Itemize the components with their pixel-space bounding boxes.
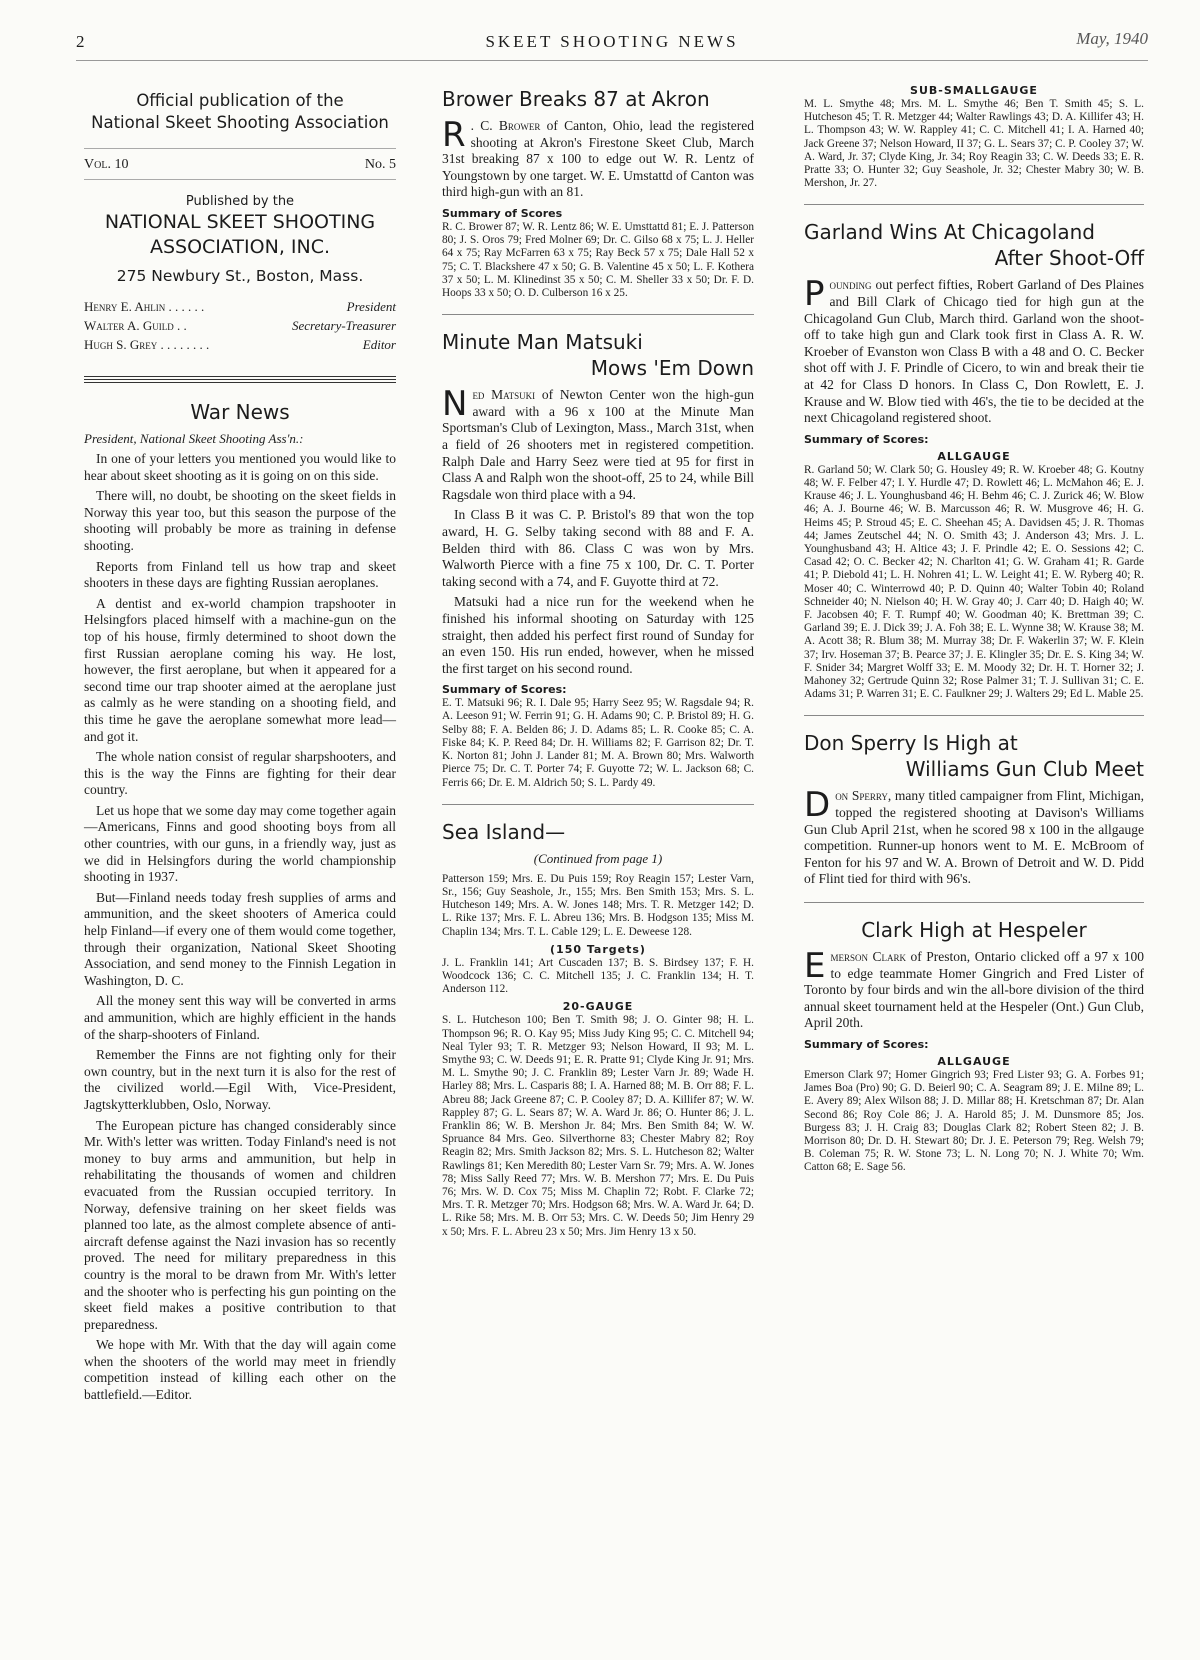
category-heading: ALLGAUGE [937, 1054, 1011, 1068]
article-title-brower: Brower Breaks 87 at Akron [442, 87, 710, 111]
summary-heading: Summary of Scores [442, 206, 563, 220]
article-title-sperry-2: Williams Gun Club Meet [905, 757, 1144, 782]
category-heading: SUB-SMALLGAUGE [910, 84, 1038, 97]
salutation: President, National Skeet Shooting Ass'n.: [84, 431, 304, 446]
divider [804, 204, 1144, 205]
article-title-garland-1: Garland Wins At Chicagoland [804, 220, 1095, 245]
lead-body: of Canton, Ohio, lead the registered shooting at Akron's Firestone Skeet Club, March 31st breaking 87 x 100 to edge out W. R. Lentz of Youngstown by one target. W. E. Umstattd of Canton was third high-gun with an 81. [442, 118, 754, 200]
drop-cap: E [804, 945, 826, 986]
column-1 [84, 80, 396, 1408]
association-address: 275 Newbury St., Boston, Mass. [116, 267, 364, 285]
volume: Vol. 10 [84, 157, 129, 172]
divider [442, 314, 754, 315]
issue-date: May, 1940 [1076, 29, 1148, 48]
drop-cap: R [442, 115, 466, 155]
column-2 [442, 80, 754, 1243]
continued-note: (Continued from page 1) [533, 850, 663, 866]
paragraph: But—Finland needs today fresh supplies of arms and ammunition, and the skeet shooters of America could help Finland—if every one of them would come together, through their organization, National Skeet Shooting Association, and send money to the Finnish Legation in Washington, D. C. [84, 889, 396, 988]
lead-name: on Sperry [835, 788, 888, 804]
lead-body: of Preston, Ontario clicked off a 97 x 100 to edge teammate Homer Gingrich and Fred Lister of Toronto by four birds and win the all-bore division of the third annual skeet tournament held at the Hespeler (Ont.) Gun Club, April 20th. [804, 948, 1144, 1031]
lead-name: . C. Brower [470, 118, 541, 133]
category-heading: 20-GAUGE [562, 1000, 634, 1014]
page-number: 2 [76, 32, 85, 51]
article-title-clark: Clark High at Hespeler [861, 917, 1087, 942]
article-title-garland-2: After Shoot-Off [994, 246, 1144, 271]
summary-heading: Summary of Scores: [804, 432, 929, 446]
summary-heading: Summary of Scores: [804, 1037, 929, 1051]
divider [804, 902, 1144, 903]
paragraph: We hope with Mr. With that the day will again come when the shooters of the world may meet in friendly competition instead of killing each other on the battlefield.—Editor. [84, 1337, 396, 1403]
article-title-war-news: War News [190, 400, 290, 424]
score-summary: Emerson Clark 97; Homer Gingrich 93; Fred Lister 93; G. A. Forbes 91; James Boa (Pro) 90; G. D. Beierl 90; C. A. Seagram 89; J. E. Milne 89; L. E. Avery 89; Alex Wilson 88; J. D. Millar 88; H. Kretschman 87; Dr. Alan Second 86; Roy Cole 86; J. A. Harold 85; J. M. Dunsmore 85; Jos. Burgess 83; J. H. Craig 83; Douglas Clark 82; Robert Steen 82; J. B. Morrison 80; Dr. D. H. Stewart 80; Dr. J. E. Peterson 79; Reg. Welsh 79; B. Coleman 75; R. W. Stone 73; L. N. Long 70; N. J. White 70; Wm. Catton 68; E. Sage 56. [804, 1068, 1144, 1174]
article-lead [804, 785, 1144, 888]
paragraph: The whole nation consist of regular sharpshooters, and this is the way the Finns are fighting for their dear country. [84, 749, 396, 798]
divider [442, 804, 754, 805]
officer-role: Secretary-Treasurer [292, 318, 396, 333]
officer-name: Hugh S. Grey . . . . . . . . [84, 337, 210, 352]
officer-name: Walter A. Guild . . [84, 318, 187, 333]
page-header [76, 24, 1148, 61]
score-summary: R. C. Brower 87; W. R. Lentz 86; W. E. Umsttattd 81; E. J. Patterson 80; J. S. Oros 79; Fred Molner 69; Dr. C. Gilso 68 x 75; L. J. Heller 64 x 75; Ray McFarren 63 x 75; Ray Beck 57 x 75; Dale Hall 52 x 75; C. T. Blackshere 47 x 50; G. B. Valentine 45 x 50; L. F. Kothera 37 x 50; L. M. Klinedinst 35 x 50; C. M. Sheller 33 x 50; Dr. F. D. Hoops 33 x 50; O. D. Culberson 16 x 25. [442, 220, 754, 299]
paragraph: The European picture has changed considerably since Mr. With's letter was written. Today Finland's need is not money to buy arms and ammunition, but help in rehabilitating the thousands of women and children evacuated from the Russian occupied territory. In Norway, defensive training on her skeet fields was planned too late, as the almost complete absence of anti-aircraft defense against the Nazi invasion has so recently proved. The need for military preparedness in this country is the moral to be drawn from Mr. With's letter and the shooter who is perfecting his gun pointing on the skeet field makes a positive contribution to that preparedness. [84, 1117, 396, 1332]
paragraph: A dentist and ex-world champion trapshooter in Helsingfors placed himself with a machine-gun on the top of his house, firmly determined to shoot down the first Russian aeroplane coming his way. He lost, however, the first aeroplane, but when it appeared for a second time our trap shooter aimed at the aeroplane just as calmly as he were standing on a shooting field, and this time he gave the aeroplane somewhat more lead—and got it. [84, 595, 396, 744]
masthead-line-2: National Skeet Shooting Association [91, 113, 389, 132]
issue-number: No. 5 [364, 157, 396, 172]
masthead [84, 90, 396, 134]
paragraph: Let us hope that we some day may come together again—Americans, Finns and good shooting boys from all other countries, with our guns, in a friendly way, just as we did in Helsingfors during the world championship shooting in 1937. [84, 802, 396, 885]
score-summary: M. L. Smythe 48; Mrs. M. L. Smythe 46; Ben T. Smith 45; S. L. Hutcheson 45; T. R. Metzger 44; Walter Rawlings 43; D. A. Killifer 43; H. L. Thompson 43; W. W. Rappley 41; C. C. Mitchell 41; I. A. Harned 40; Jack Greene 37; Nelson Howard, II 37; G. L. Sears 37; C. P. Cooley 37; W. A. Ward, Jr. 37; Clyde King, Jr. 34; Roy Reagin 33; C. W. Deeds 33; E. R. Pratte 33; O. Hunter 32; Guy Seashole, Jr. 32; Chester Mabry 30; W. B. Mershon, Jr. 27. [804, 98, 1144, 190]
officer-row [84, 316, 396, 335]
association-name-1: NATIONAL SKEET SHOOTING [104, 211, 376, 233]
article-title-sperry-1: Don Sperry Is High at [804, 731, 1018, 756]
article-lead [804, 945, 1144, 1032]
lead-body: out perfect fifties, Robert Garland of Des Plaines and Bill Clark of Chicago tied for high gun at the Chicagoland Gun Club, March third. Garland won the shoot-off to take high gun and Clark took first in Class A. R. W. Kroeber of Evanston won Class B with a 48 and O. C. Becker shot off with J. F. Prindle of Cicero, to win and break their tie at 42 for Class D honors. In Class C, Don Rowlett, E. J. Krause and W. Blow tied with 46's, the tie to be decided at the next Chicagoland registered shoot. [804, 277, 1144, 426]
association-name-2: ASSOCIATION, INC. [149, 236, 331, 258]
score-summary: Patterson 159; Mrs. E. Du Puis 159; Roy Reagin 157; Lester Varn, Sr., 156; Guy Seashole, Jr., 155; Mrs. Ben Smith 153; Mrs. S. L. Hutcheson 149; Mrs. A. W. Jones 148; Mrs. T. R. Metzger 142; D. L. Rike 137; Mrs. F. L. Abreu 136; Mrs. B. Hodgson 135; Miss M. Chaplin 134; Mrs. T. L. Cable 129; L. E. Deweese 128. [442, 872, 754, 938]
publication-title: SKEET SHOOTING NEWS [485, 32, 739, 51]
paragraph: Reports from Finland tell us how trap and skeet shooters in these days are fighting Russian aeroplanes. [84, 558, 396, 591]
officer-role: President [346, 299, 396, 314]
article-lead [804, 274, 1144, 426]
summary-heading: Summary of Scores: [442, 683, 567, 697]
article-lead [442, 384, 754, 503]
divider [804, 715, 1144, 716]
paragraph: There will, no doubt, be shooting on the skeet fields in Norway this year too, but this season the purpose of the shooting will probably be more as training in defense shooting. [84, 488, 396, 553]
score-summary: E. T. Matsuki 96; R. I. Dale 95; Harry Seez 95; W. Ragsdale 94; R. A. Leeson 91; W. Ferrin 91; G. H. Adams 90; C. P. Bristol 89; H. G. Selby 88; F. A. Belden 86; J. D. Adams 85; L. R. Cooke 85; C. A. Fiske 84; K. P. Reed 84; Dr. H. Williams 82; F. Garrison 82; Dr. T. K. Norton 81; John J. Lander 81; M. A. Brown 80; Mrs. Walworth Pierce 75; Dr. C. T. Porter 74; F. Guyotte 72; W. L. Jackson 68; C. Ferris 66; Dr. E. M. Aldrich 50; S. L. Pardy 49. [442, 697, 754, 789]
article-lead [442, 115, 754, 201]
column-3 [804, 80, 1144, 1179]
category-heading: (150 Targets) [550, 942, 646, 956]
divider [84, 376, 396, 383]
lead-body: , many titled campaigner from Flint, Michigan, topped the registered shooting at Davison's Williams Gun Club April 21st, when he scored 98 x 100 in the allgauge competition. Runner-up honors went to M. E. McBroom of Fenton for his 97 and W. A. Brown of Detroit and W. D. Pidd of Flint tied for third with 96's. [804, 788, 1144, 887]
drop-cap: P [804, 274, 825, 315]
drop-cap: N [442, 384, 468, 425]
score-summary: J. L. Franklin 141; Art Cuscaden 137; B. S. Birdsey 137; F. H. Woodcock 136; C. C. Mitchell 135; J. C. Franklin 134; H. T. Anderson 112. [442, 956, 754, 996]
paragraph: Matsuki had a nice run for the weekend when he finished his informal shooting on Saturday with 125 straight, then added his perfect first round of Sunday for an even 150. His run ended, however, when he missed the first target on his second round. [442, 594, 754, 676]
officer-name: Henry E. Ahlin . . . . . . [84, 299, 205, 314]
paragraph: Remember the Finns are not fighting only for their own country, but in the next turn it is also for the rest of the civilized world.—Egil With, Vice-President, Jagtskytterklubben, Oslo, Norway. [84, 1047, 396, 1112]
article-title-matsuki-1: Minute Man Matsuki [442, 330, 643, 355]
lead-name: merson Clark [830, 948, 907, 964]
lead-body: of Newton Center won the high-gun award with a 96 x 100 at the Minute Man Sportsman's Club of Lexington, Mass., March 31st, when a field of 26 shooters met in registered competition. Ralph Dale and Harry Seez were tied at 95 for first in Class A and Ralph won the shoot-off, 25 to 24, while Bill Ragsdale won third place with a 94. [442, 387, 754, 502]
article-title-matsuki-2: Mows 'Em Down [590, 356, 754, 381]
paragraph: In Class B it was C. P. Bristol's 89 that won the top award, H. G. Selby taking second with 88 and F. A. Belden third with 86. Class C was won by Mrs. Walworth Pierce with a fine 75 x 100, Dr. C. T. Porter taking second with a 74, and F. Guyotte third at 72. [442, 507, 754, 589]
score-summary: R. Garland 50; W. Clark 50; G. Housley 49; R. W. Kroeber 48; G. Koutny 48; W. F. Felber 47; I. Y. Hurdle 47; D. Rowlett 46; L. McMahon 46; E. J. Krause 46; J. L. Younghusband 46; H. Behm 46; C. J. Zurick 46; W. Blow 46; A. J. Bourne 46; W. B. Marcusson 46; R. W. Musgrove 46; H. G. Heims 45; P. Stroud 45; E. C. Sheehan 45; A. Davidsen 45; J. R. Thomas 44; James Zeutschel 44; N. O. Smith 43; J. Anderson 43; Mrs. J. L. Younghusband 43; H. Altice 43; J. F. Prindle 42; E. O. Sessions 42; C. Casad 42; O. C. Becker 42; N. Charlton 41; G. W. Graham 41; R. Garde 41; P. Diebold 41; L. H. Nohren 41; L. W. Leight 41; E. W. Ryberg 40; R. Moser 40; C. Winterrowd 40; P. D. Quinn 40; Walter Tobin 40; Roland Schneider 40; N. Nielson 40; H. W. Gray 40; J. Carr 40; D. Haigh 40; W. F. Jacobsen 40; F. T. Rumpf 40; W. Goodman 40; K. Brettman 39; C. Garland 39; E. J. Dick 39; J. A. Foh 38; E. L. Wynne 38; W. Krause 38; M. A. Acott 38; R. Blum 38; M. Murray 38; Dr. F. Wakerlin 37; W. F. Klein 37; Irv. Hoseman 37; B. Pearce 37; J. E. Klingler 35; Dr. E. S. King 34; W. F. Snider 34; Margret Wolff 33; E. M. Moody 32; Dr. H. T. Horner 32; J. Mahoney 32; Gertrude Quinn 32; Rose Palmer 31; T. J. Sullivan 31; C. E. Adams 31; P. Warren 31; E. C. Faulkner 29; J. Walters 29; Ed L. Mable 25. [804, 463, 1144, 701]
paragraph: All the money sent this way will be converted in arms and ammunition, which are highly efficient in the hands of the sharp-shooters of Finland. [84, 993, 396, 1042]
paragraph: In one of your letters you mentioned you would like to hear about skeet shooting as it is going on on this side. [84, 451, 396, 483]
officer-role: Editor [362, 337, 396, 352]
published-by: Published by the [185, 194, 295, 209]
score-summary: S. L. Hutcheson 100; Ben T. Smith 98; J. O. Ginter 98; H. L. Thompson 96; R. O. Kay 95; Miss Judy King 95; C. C. Mitchell 94; Neal Tyler 93; T. R. Metzger 93; Nelson Howard, II 93; M. L. Smythe 93; C. W. Deeds 91; E. R. Pratte 91; Clyde King Jr. 91; Mrs. M. L. Smythe 90; J. C. Franklin 89; Lester Varn Jr. 89; Wade H. Harley 88; Mrs. L. Casparis 88; I. A. Harned 88; M. B. Orr 88; F. L. Abreu 88; Jack Greene 87; C. P. Cooley 87; D. A. Killifer 87; W. W. Rappley 87; G. L. Sears 87; W. A. Ward Jr. 86; O. Hunter 86; J. L. Franklin 86; W. B. Mershon Jr. 84; Mrs. Ben Smith 84; W. W. Spruance 84 Mrs. Geo. Silverthorne 83; Chester Mabry 82; Roy Reagin 82; Mrs. Smith Jackson 82; Mrs. S. L. Hutcheson 82; Walter Rawlings 81; Ken Meredith 80; Lester Varn Sr. 79; Mrs. A. W. Jones 78; Miss Sally Reed 77; Mrs. W. B. Mershon 77; Mrs. E. Du Puis 76; Mrs. W. D. Cox 75; Miss M. Chaplin 72; Robt. F. Clarke 72; Mrs. T. R. Metzger 70; Mrs. Hodgson 68; Mrs. W. A. Ward Jr. 64; D. L. Rike 58; Mrs. M. B. Orr 53; Mrs. C. W. Deeds 50; Jim Henry 29 x 50; Mrs. F. L. Abreu 23 x 50; Mrs. Jim Henry 13 x 50. [442, 1014, 754, 1238]
drop-cap: D [804, 785, 831, 826]
lead-name: ounding [829, 277, 872, 293]
masthead-line-1: Official publication of the [136, 91, 344, 110]
lead-name: ed Matsuki [472, 387, 536, 403]
volume-line [84, 148, 396, 180]
officer-row [84, 335, 396, 354]
article-title-sea-island: Sea Island— [442, 819, 566, 844]
officer-row [84, 297, 396, 316]
category-heading: ALLGAUGE [937, 449, 1011, 463]
